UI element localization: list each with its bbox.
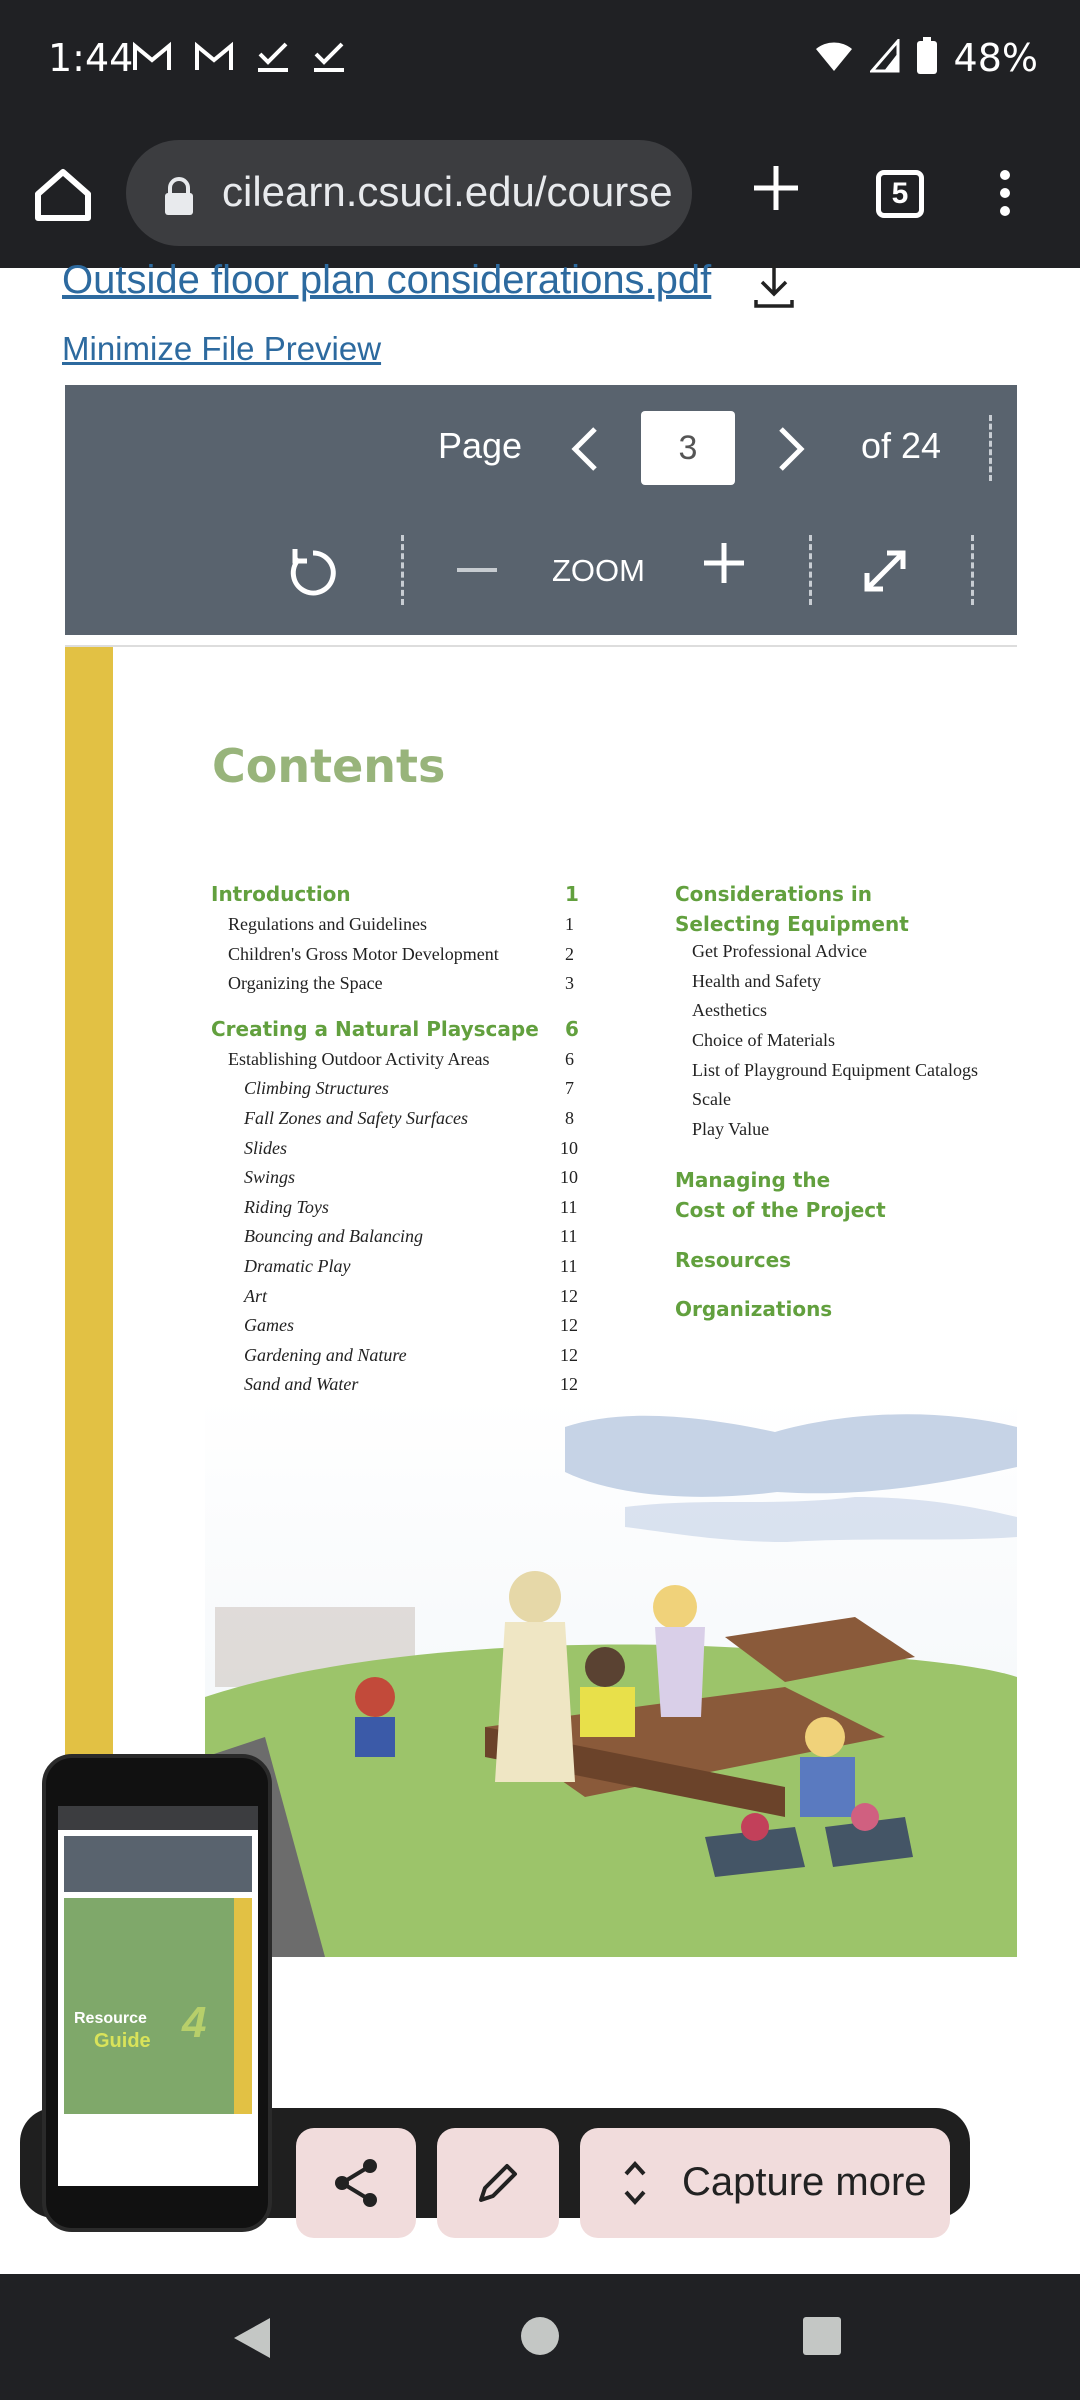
thumbnail-cover xyxy=(64,1898,234,2114)
toc-entry: Gardening and Nature xyxy=(244,1344,407,1365)
rotate-icon xyxy=(287,543,339,597)
toc-entry: Organizations xyxy=(675,1297,833,1322)
next-page-button[interactable] xyxy=(771,421,821,481)
toc-page-number: 7 xyxy=(565,1078,574,1099)
pdf-viewer-toolbar xyxy=(65,385,1017,635)
toolbar-divider xyxy=(809,535,812,605)
toc-entry: Sand and Water xyxy=(244,1374,359,1395)
chevron-left-icon xyxy=(565,421,605,477)
toc-entry: Scale xyxy=(692,1089,731,1110)
check-icon xyxy=(256,40,290,83)
status-bar xyxy=(0,0,1080,118)
chevron-right-icon xyxy=(771,421,811,477)
garden-illustration xyxy=(205,1397,1017,1957)
zoom-label: ZOOM xyxy=(552,553,645,588)
previous-page-button[interactable] xyxy=(565,421,615,481)
thumbnail-number: 4 xyxy=(182,1998,207,2047)
thumbnail-title-resource: Resource xyxy=(74,2010,147,2027)
toc-page-number: 1 xyxy=(565,914,574,934)
check-icon xyxy=(312,40,346,83)
toc-page-number: 12 xyxy=(560,1374,578,1395)
toc-entry: Swings xyxy=(244,1167,296,1188)
thumbnail-accent-bar xyxy=(234,1898,252,2114)
new-tab-button[interactable] xyxy=(746,158,806,228)
screenshot-thumbnail[interactable] xyxy=(42,1754,272,2232)
battery-percent: 48% xyxy=(953,36,1038,80)
capture-more-label: Capture more xyxy=(682,2160,927,2204)
toc-entry: Health and Safety xyxy=(692,970,821,991)
page-label: Page xyxy=(438,425,523,466)
toc-entry: Dramatic Play xyxy=(244,1256,351,1276)
share-icon xyxy=(330,2156,382,2210)
toc-entry: Play Value xyxy=(692,1118,770,1139)
plus-icon xyxy=(750,162,802,214)
expand-vertical-icon xyxy=(620,2158,650,2208)
toc-entry: List of Playground Equipment Catalogs xyxy=(692,1059,978,1080)
tab-switcher-button[interactable]: 5 xyxy=(876,170,924,218)
toc-page-number: 6 xyxy=(565,1048,574,1069)
toc-entry: Introduction xyxy=(211,882,351,906)
overflow-menu-button[interactable] xyxy=(990,166,1020,226)
minimize-preview-link[interactable]: Minimize File Preview xyxy=(62,330,382,367)
wifi-icon xyxy=(814,39,854,78)
toc-page-number: 11 xyxy=(560,1196,578,1217)
navigation-bar xyxy=(0,2274,1080,2400)
address-bar[interactable] xyxy=(126,140,692,246)
plus-icon xyxy=(702,541,746,585)
rotate-button[interactable] xyxy=(287,543,339,602)
toc-entry: Art xyxy=(244,1285,268,1306)
recents-square-icon xyxy=(802,2316,842,2356)
toc-page-number: 3 xyxy=(565,973,574,994)
share-button[interactable] xyxy=(296,2128,416,2238)
zoom-out-button[interactable] xyxy=(457,568,497,572)
toolbar-divider xyxy=(401,535,404,605)
toc-entry: Games xyxy=(244,1315,294,1336)
gmail-icon xyxy=(194,40,234,83)
thumbnail-title-guide: Guide xyxy=(94,2030,151,2052)
toc-entry: Organizing the Space xyxy=(228,973,383,994)
toc-entry: Climbing Structures xyxy=(244,1078,389,1099)
toc-entry: Choice of Materials xyxy=(692,1030,835,1050)
toc-entry: Bouncing and Balancing xyxy=(244,1226,423,1247)
toc-entry: Get Professional Advice xyxy=(692,941,867,962)
back-button[interactable] xyxy=(230,2314,274,2367)
toc-page-number: 8 xyxy=(565,1108,574,1128)
home-icon xyxy=(28,160,98,230)
edit-button[interactable] xyxy=(437,2128,559,2238)
toc-entry: Selecting Equipment xyxy=(675,911,909,936)
toc-page-number: 2 xyxy=(565,943,574,964)
page-total: of 24 xyxy=(861,425,942,466)
fullscreen-button[interactable] xyxy=(859,545,911,602)
thumbnail-screen xyxy=(58,1806,258,2186)
toc-entry: Fall Zones and Safety Surfaces xyxy=(244,1108,468,1128)
toc-page-number: 12 xyxy=(560,1344,578,1365)
home-button[interactable] xyxy=(28,160,98,230)
toc-page-number: 11 xyxy=(560,1256,578,1276)
status-right xyxy=(814,36,1038,80)
toc-page-number: 12 xyxy=(560,1285,578,1306)
toc-page-number: 1 xyxy=(565,882,579,906)
toc-page-number: 6 xyxy=(565,1016,579,1041)
status-time: 1:44 xyxy=(48,36,134,80)
back-triangle-icon xyxy=(230,2314,274,2362)
home-circle-icon xyxy=(520,2316,560,2356)
browser-toolbar xyxy=(0,118,1080,268)
toc-entry: Resources xyxy=(675,1247,792,1272)
toc-entry: Riding Toys xyxy=(244,1196,329,1217)
pdf-file-link[interactable]: Outside floor plan considerations.pdf xyxy=(62,258,712,302)
toc-entry: Cost of the Project xyxy=(675,1198,886,1222)
capture-more-button[interactable] xyxy=(580,2128,950,2238)
toc-page-number: 11 xyxy=(560,1226,578,1247)
page-number-input[interactable]: 3 xyxy=(641,411,735,485)
toc-entry: Regulations and Guidelines xyxy=(228,914,427,934)
expand-icon xyxy=(859,545,911,597)
recents-button[interactable] xyxy=(802,2316,842,2361)
thumbnail-browser-bar xyxy=(58,1806,258,1830)
cell-signal-icon xyxy=(870,39,900,78)
toolbar-divider xyxy=(971,535,974,605)
toc-entry: Establishing Outdoor Activity Areas xyxy=(228,1048,490,1069)
lock-icon xyxy=(162,176,196,221)
home-nav-button[interactable] xyxy=(520,2316,560,2361)
toc-page-number: 12 xyxy=(560,1315,578,1336)
zoom-in-button[interactable] xyxy=(702,535,746,595)
contents-title: Contents xyxy=(212,739,446,793)
toc-right-column xyxy=(65,647,1017,1347)
toc-entry: Creating a Natural Playscape xyxy=(211,1016,539,1041)
toc-entry: Children's Gross Motor Development xyxy=(228,943,499,964)
toc-page-number: 10 xyxy=(560,1137,578,1158)
toc-entry: Considerations in xyxy=(675,882,873,906)
toc-entry: Aesthetics xyxy=(692,1000,767,1021)
download-icon[interactable] xyxy=(752,260,796,317)
toc-page-number: 10 xyxy=(560,1167,578,1188)
toolbar-divider xyxy=(989,415,992,481)
toc-entry: Managing the xyxy=(675,1168,831,1193)
toc-entry: Slides xyxy=(244,1137,287,1158)
url-text: cilearn.csuci.edu/course xyxy=(222,168,673,215)
pencil-icon xyxy=(473,2158,523,2208)
notification-icons xyxy=(132,40,346,83)
gmail-icon xyxy=(132,40,172,83)
battery-icon xyxy=(916,37,938,80)
thumbnail-viewer-toolbar xyxy=(64,1836,252,1892)
